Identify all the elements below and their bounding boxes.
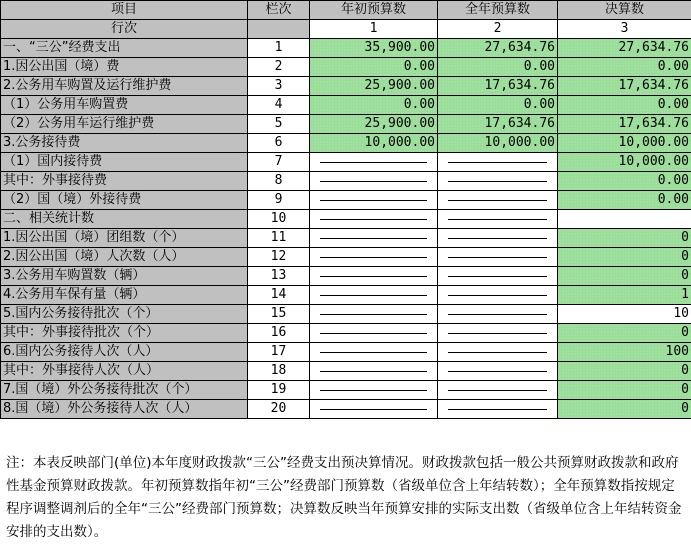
row-label[interactable]: 1.因公出国（境）费 <box>1 58 248 77</box>
dash-line <box>448 257 547 258</box>
dash-line <box>448 219 547 220</box>
header-budget-full[interactable]: 全年预算数 <box>438 1 558 20</box>
row-label[interactable]: 3.公务接待费 <box>1 134 248 153</box>
cell-final[interactable]: 0 <box>558 362 691 381</box>
dash-line <box>320 371 427 372</box>
cell-budget-initial[interactable] <box>310 305 438 324</box>
row-number[interactable]: 4 <box>248 96 310 115</box>
cell-budget-full[interactable] <box>438 286 558 305</box>
row-number[interactable]: 14 <box>248 286 310 305</box>
dash-line <box>448 371 547 372</box>
cell-budget-full[interactable] <box>438 248 558 267</box>
row-label[interactable]: 8.国（境）外公务接待人次（人） <box>1 400 248 419</box>
cell-final[interactable]: 0.00 <box>558 191 691 210</box>
row-label[interactable]: 5.国内公务接待批次（个） <box>1 305 248 324</box>
row-number[interactable]: 12 <box>248 248 310 267</box>
header-item[interactable]: 项目 <box>1 1 248 20</box>
cell-final[interactable]: 17,634.76 <box>558 77 691 96</box>
header-row <box>1 1 691 20</box>
cell-budget-full[interactable]: 10,000.00 <box>438 134 558 153</box>
row-number[interactable]: 15 <box>248 305 310 324</box>
cell-final[interactable]: 0 <box>558 381 691 400</box>
row-number[interactable]: 13 <box>248 267 310 286</box>
cell-budget-full[interactable] <box>438 191 558 210</box>
table-row <box>1 39 691 58</box>
cell-budget-full[interactable] <box>438 210 558 229</box>
row-number[interactable]: 8 <box>248 172 310 191</box>
table-row <box>1 324 691 343</box>
cell-budget-initial[interactable] <box>310 267 438 286</box>
row-label[interactable]: 3.公务用车购置数（辆） <box>1 267 248 286</box>
row-label[interactable]: 6.国内公务接待人次（人） <box>1 343 248 362</box>
cell-budget-full[interactable] <box>438 305 558 324</box>
cell-budget-full[interactable]: 17,634.76 <box>438 115 558 134</box>
subheader-row <box>1 20 691 39</box>
row-number[interactable]: 11 <box>248 229 310 248</box>
table-row <box>1 96 691 115</box>
cell-budget-full[interactable] <box>438 362 558 381</box>
subheader-label[interactable]: 行次 <box>1 20 248 39</box>
cell-final[interactable]: 17,634.76 <box>558 115 691 134</box>
cell-budget-initial[interactable] <box>310 210 438 229</box>
dash-line <box>320 162 427 163</box>
dash-line <box>448 352 547 353</box>
row-label[interactable]: 其中：外事接待批次（个） <box>1 324 248 343</box>
cell-budget-initial[interactable] <box>310 191 438 210</box>
cell-final[interactable] <box>558 210 691 229</box>
dash-line <box>320 333 427 334</box>
cell-final[interactable]: 100 <box>558 343 691 362</box>
dash-line <box>320 219 427 220</box>
table-row <box>1 191 691 210</box>
cell-budget-full[interactable]: 17,634.76 <box>438 77 558 96</box>
cell-final[interactable]: 0.00 <box>558 172 691 191</box>
dash-line <box>448 162 547 163</box>
cell-final[interactable]: 27,634.76 <box>558 39 691 58</box>
table-row <box>1 267 691 286</box>
dash-line <box>320 257 427 258</box>
dash-line <box>448 181 547 182</box>
table-row <box>1 381 691 400</box>
dash-line <box>448 238 547 239</box>
cell-final[interactable]: 0 <box>558 267 691 286</box>
cell-budget-initial[interactable] <box>310 229 438 248</box>
cell-budget-initial[interactable] <box>310 286 438 305</box>
subheader-c2[interactable]: 2 <box>438 20 558 39</box>
table-row <box>1 134 691 153</box>
cell-final[interactable]: 0.00 <box>558 58 691 77</box>
cell-final[interactable]: 0 <box>558 248 691 267</box>
row-label[interactable]: 其中：外事接待人次（人） <box>1 362 248 381</box>
dash-line <box>320 390 427 391</box>
subheader-c3[interactable]: 3 <box>558 20 691 39</box>
row-label[interactable]: 二、相关统计数 <box>1 210 248 229</box>
cell-final[interactable]: 0.00 <box>558 96 691 115</box>
cell-final[interactable]: 0 <box>558 400 691 419</box>
table-row <box>1 153 691 172</box>
header-budget-initial[interactable]: 年初预算数 <box>310 1 438 20</box>
cell-budget-full[interactable] <box>438 324 558 343</box>
cell-final[interactable]: 10,000.00 <box>558 134 691 153</box>
table-row <box>1 248 691 267</box>
row-number[interactable]: 2 <box>248 58 310 77</box>
cell-budget-full[interactable]: 0.00 <box>438 96 558 115</box>
row-number[interactable]: 17 <box>248 343 310 362</box>
cell-final[interactable]: 0 <box>558 324 691 343</box>
cell-budget-initial[interactable] <box>310 248 438 267</box>
row-number[interactable]: 6 <box>248 134 310 153</box>
row-number[interactable]: 5 <box>248 115 310 134</box>
row-number[interactable]: 19 <box>248 381 310 400</box>
cell-budget-initial[interactable]: 0.00 <box>310 96 438 115</box>
footnote[interactable]: 注：本表反映部门(单位)本年度财政拨款“三公”经费支出预决算情况。财政拨款包括一般公共预算财政拨款和政府性基金预算财政拨款。年初预算数指年初“三公”经费部门预算数（省级单位含上年结转数）；全年预算数指按规定程序调整调剂后的全年“三公”经费部门预算数；决算数反映当年预算安排的实际支出数（省级单位含上年结转资金安排的支出数）。 <box>0 450 691 546</box>
cell-budget-initial[interactable] <box>310 172 438 191</box>
row-number[interactable]: 10 <box>248 210 310 229</box>
row-label[interactable]: 一、“三公”经费支出 <box>1 39 248 58</box>
cell-final[interactable]: 10,000.00 <box>558 153 691 172</box>
cell-budget-full[interactable]: 0.00 <box>438 58 558 77</box>
cell-budget-initial[interactable] <box>310 362 438 381</box>
cell-budget-full[interactable] <box>438 381 558 400</box>
dash-line <box>448 333 547 334</box>
table-row <box>1 77 691 96</box>
subheader-c1[interactable]: 1 <box>310 20 438 39</box>
cell-budget-full[interactable] <box>438 400 558 419</box>
dash-line <box>448 314 547 315</box>
row-label[interactable]: 1.因公出国（境）团组数（个） <box>1 229 248 248</box>
dash-line <box>320 409 427 410</box>
cell-budget-initial[interactable]: 25,900.00 <box>310 115 438 134</box>
cell-budget-initial[interactable] <box>310 343 438 362</box>
cell-budget-initial[interactable] <box>310 381 438 400</box>
cell-budget-initial[interactable]: 25,900.00 <box>310 77 438 96</box>
row-number[interactable]: 20 <box>248 400 310 419</box>
header-final[interactable]: 决算数 <box>558 1 691 20</box>
cell-budget-initial[interactable] <box>310 153 438 172</box>
dash-line <box>320 295 427 296</box>
table-row <box>1 400 691 419</box>
cell-budget-initial[interactable]: 35,900.00 <box>310 39 438 58</box>
dash-line <box>448 390 547 391</box>
header-col-no[interactable]: 栏次 <box>248 1 310 20</box>
subheader-blank[interactable] <box>248 20 310 39</box>
table-row <box>1 286 691 305</box>
row-number[interactable]: 18 <box>248 362 310 381</box>
row-label[interactable]: 其中：外事接待费 <box>1 172 248 191</box>
row-label[interactable]: （1）国内接待费 <box>1 153 248 172</box>
cell-budget-full[interactable] <box>438 153 558 172</box>
table-row <box>1 58 691 77</box>
dash-line <box>448 295 547 296</box>
row-label[interactable]: （2）公务用车运行维护费 <box>1 115 248 134</box>
row-label[interactable]: （2）国（境）外接待费 <box>1 191 248 210</box>
dash-line <box>320 314 427 315</box>
dash-line <box>448 409 547 410</box>
dash-line <box>320 238 427 239</box>
row-label[interactable]: 4.公务用车保有量（辆） <box>1 286 248 305</box>
cell-budget-initial[interactable] <box>310 324 438 343</box>
row-label[interactable]: 7.国（境）外公务接待批次（个） <box>1 381 248 400</box>
table-row <box>1 229 691 248</box>
dash-line <box>448 200 547 201</box>
cell-final[interactable]: 1 <box>558 286 691 305</box>
table-row <box>1 362 691 381</box>
row-number[interactable]: 7 <box>248 153 310 172</box>
cell-budget-initial[interactable]: 10,000.00 <box>310 134 438 153</box>
row-label[interactable]: 2.公务用车购置及运行维护费 <box>1 77 248 96</box>
row-label[interactable]: （1）公务用车购置费 <box>1 96 248 115</box>
cell-budget-initial[interactable] <box>310 400 438 419</box>
dash-line <box>320 276 427 277</box>
dash-line <box>320 352 427 353</box>
table-row <box>1 343 691 362</box>
table-row <box>1 305 691 324</box>
row-number[interactable]: 3 <box>248 77 310 96</box>
cell-budget-full[interactable] <box>438 229 558 248</box>
row-number[interactable]: 16 <box>248 324 310 343</box>
dash-line <box>320 200 427 201</box>
cell-budget-full[interactable] <box>438 172 558 191</box>
table-row <box>1 210 691 229</box>
cell-budget-full[interactable] <box>438 267 558 286</box>
cell-final[interactable]: 0 <box>558 229 691 248</box>
table-row <box>1 172 691 191</box>
cell-budget-full[interactable]: 27,634.76 <box>438 39 558 58</box>
row-label[interactable]: 2.因公出国（境）人次数（人） <box>1 248 248 267</box>
row-number[interactable]: 1 <box>248 39 310 58</box>
cell-budget-full[interactable] <box>438 343 558 362</box>
dash-line <box>448 276 547 277</box>
cell-final[interactable]: 10 <box>558 305 691 324</box>
cell-budget-initial[interactable]: 0.00 <box>310 58 438 77</box>
dash-line <box>320 181 427 182</box>
row-number[interactable]: 9 <box>248 191 310 210</box>
table-row <box>1 115 691 134</box>
